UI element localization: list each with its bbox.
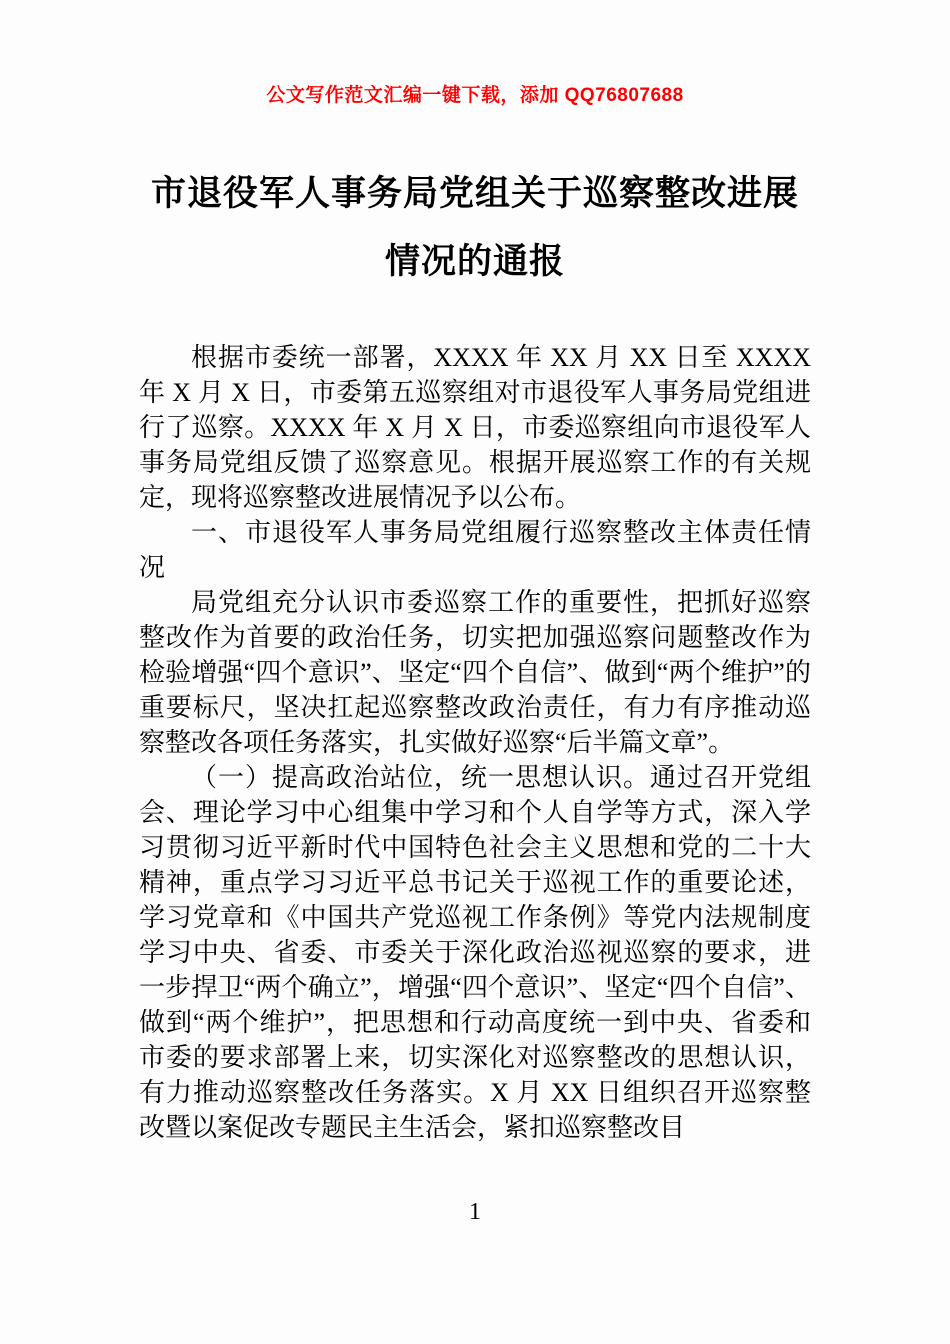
paragraph-intro: 根据市委统一部署，XXXX 年 XX 月 XX 日至 XXXX 年 X 月 X 日，市委第五巡察组对市退役军人事务局党组进行了巡察。XXXX 年 X 月 X 日，市委巡察组向市退役军人事务局党组反馈了巡察意见。根据开展巡察工作的有关规定，现将巡察整改进展情况予以公布。 — [139, 343, 811, 512]
document-title-line-2: 情况的通报 — [384, 242, 565, 281]
paragraph-political-position: （一）提高政治站位，统一思想认识。通过召开党组会、理论学习中心组集中学习和个人自学等方式，深入学习贯彻习近平新时代中国特色社会主义思想和党的二十大精神，重点学习习近平总书记关于巡视工作的重要论述，学习党章和《中国共产党巡视工作条例》等党内法规制度学习中央、省委、市委关于深化政治巡视巡察的要求，进一步捍卫“两个确立”，增强“四个意识”、坚定“四个自信”、做到“两个维护”，把思想和行动高度统一到中央、省委和市委的要求部署上来，切实深化对巡察整改的思想认识，有力推动巡察整改任务落实。X 月 XX 日组织召开巡察整改暨以案促改专题民主生活会，紧扣巡察整改目 — [139, 763, 811, 1142]
document-title-line-1: 市退役军人事务局党组关于巡察整改进展 — [150, 174, 799, 213]
promo-notice: 公文写作范文汇编一键下载，添加 QQ76807688 — [266, 85, 684, 106]
section-heading-1: 一、市退役军人事务局党组履行巡察整改主体责任情况 — [139, 518, 811, 582]
paragraph-responsibility: 局党组充分认识市委巡察工作的重要性，把抓好巡察整改作为首要的政治任务，切实把加强巡察问题整改作为检验增强“四个意识”、坚定“四个自信”、做到“两个维护”的重要标尺，坚决扛起巡察整改政治责任，有力有序推动巡察整改各项任务落实，扎实做好巡察“后半篇文章”。 — [139, 588, 811, 757]
document-body — [0, 340, 950, 1145]
document-title — [0, 160, 950, 296]
page-number: 1 — [469, 1199, 481, 1225]
